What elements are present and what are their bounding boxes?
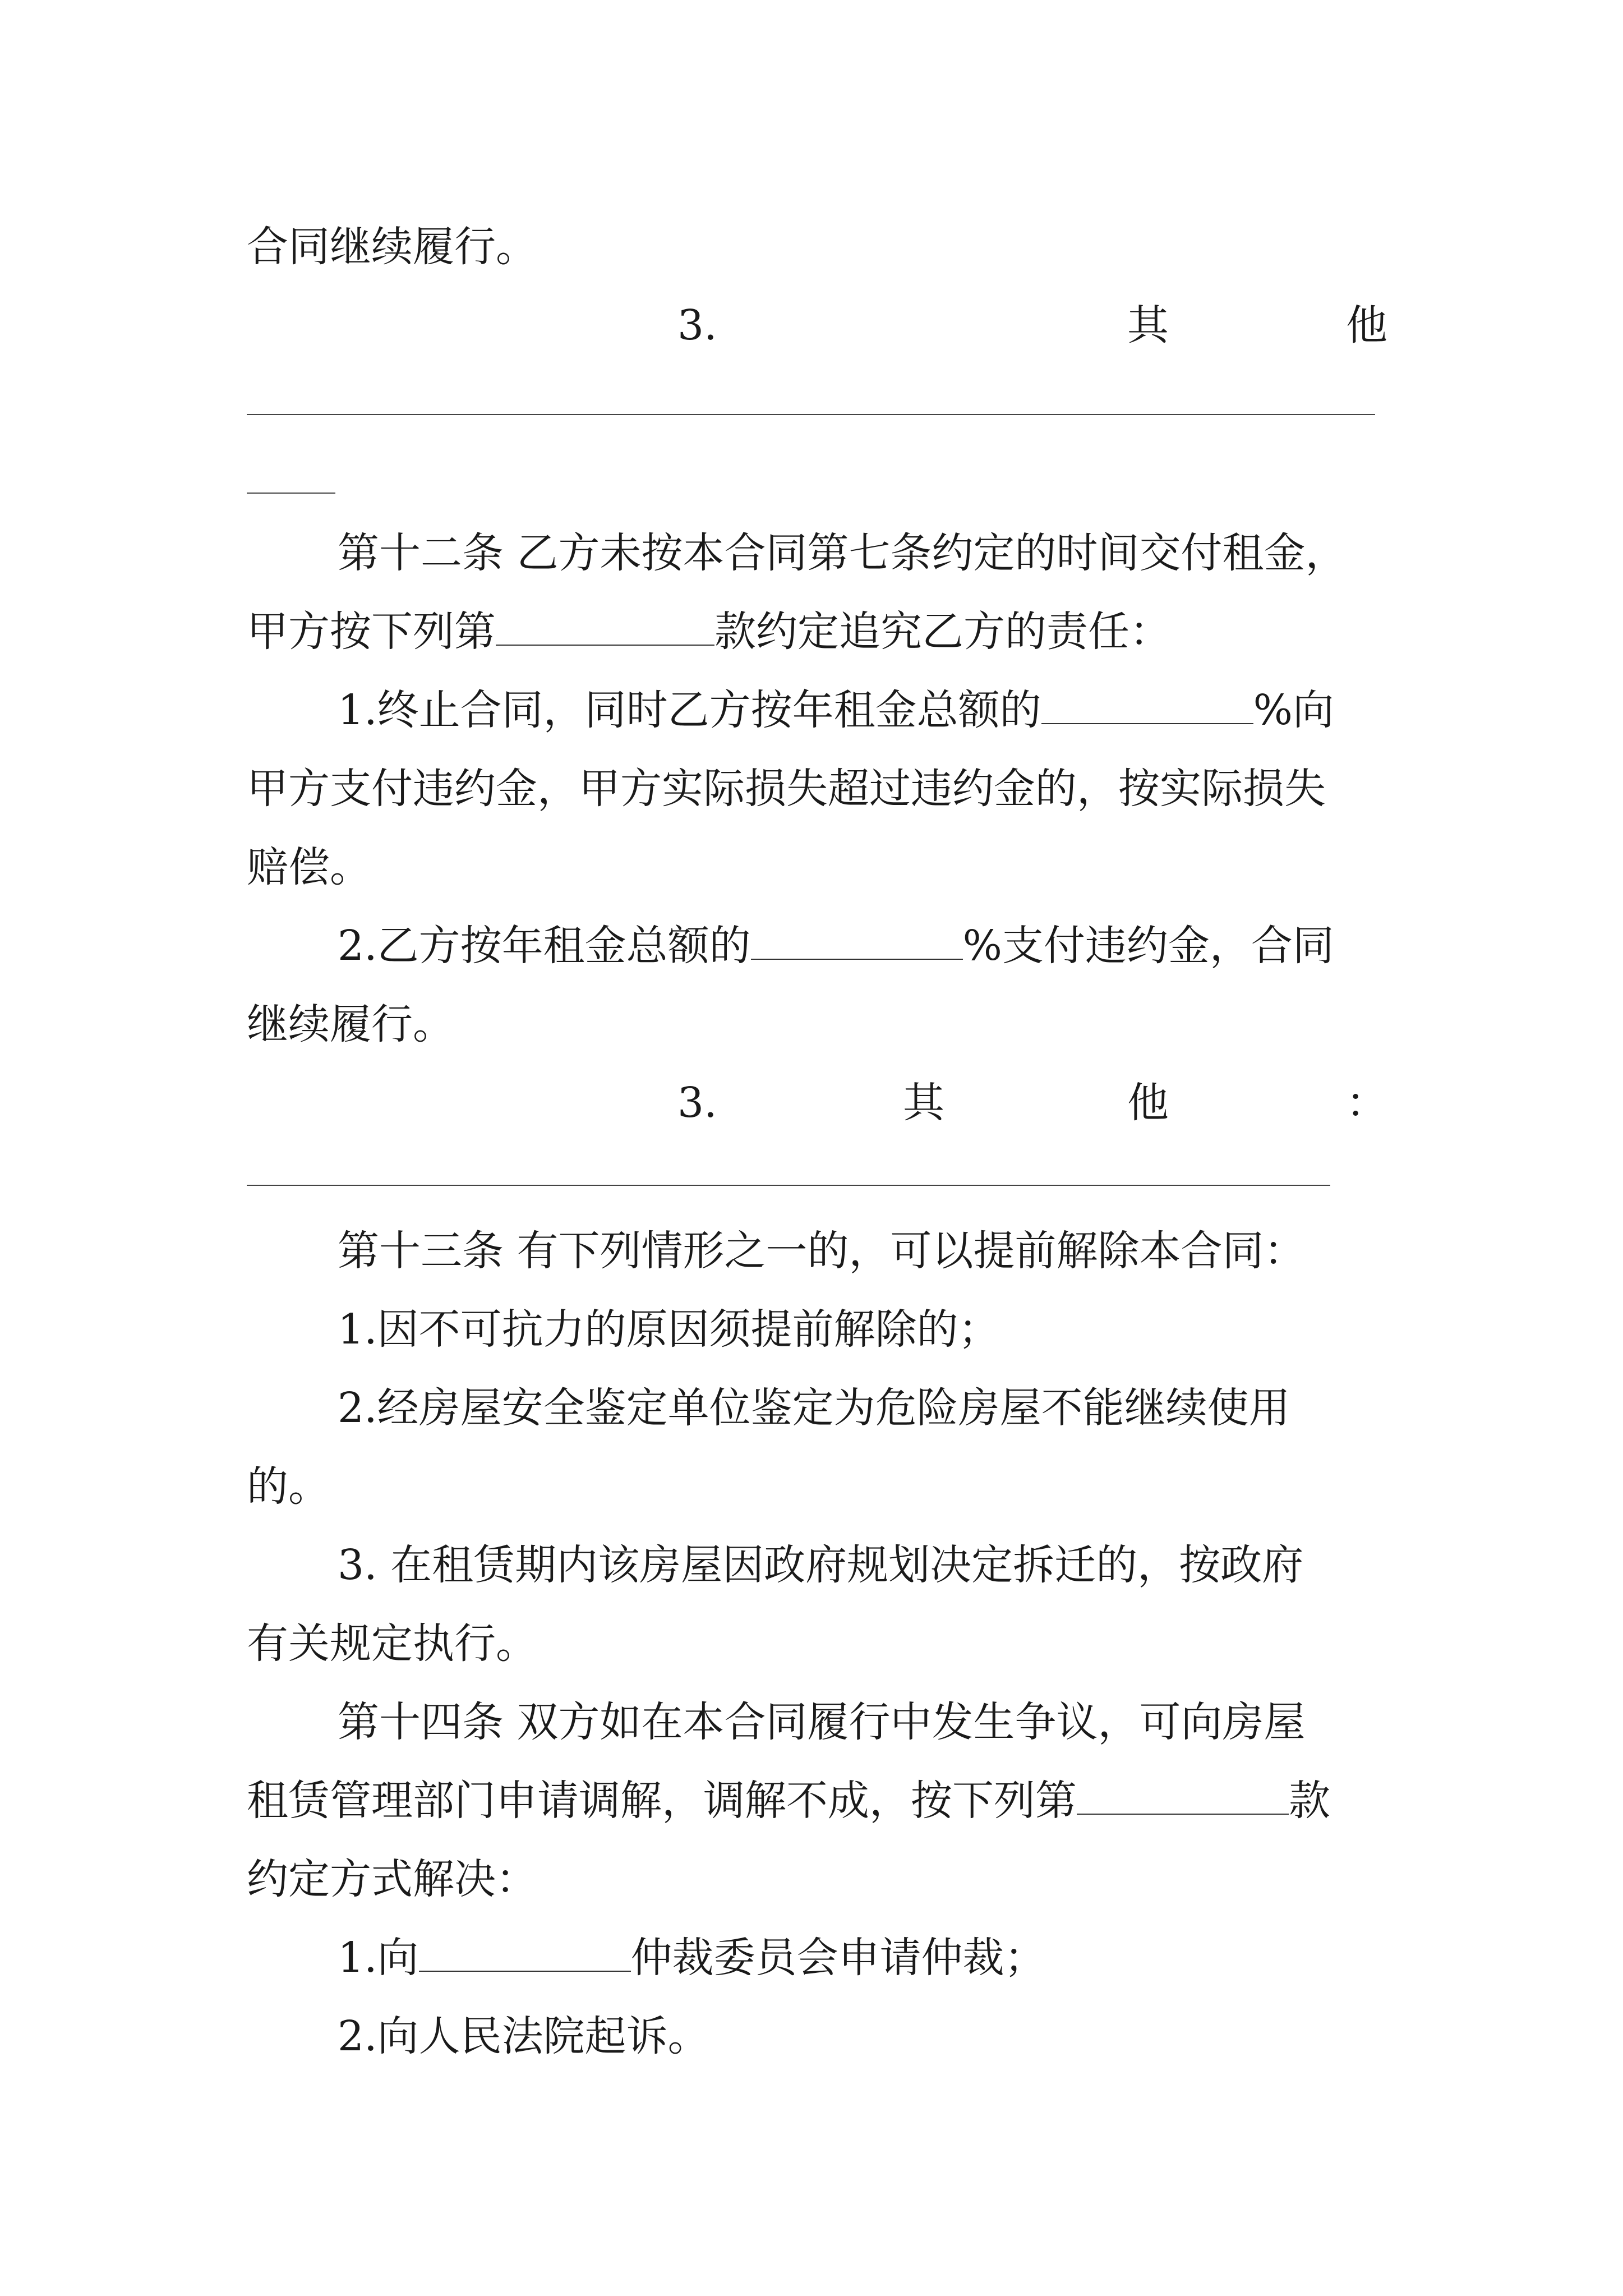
text-line: 甲方支付违约金，甲方实际损失超过违约金的，按实际损失 (247, 765, 1326, 813)
text-line: 的。 (247, 1462, 330, 1511)
text-line: 2.经房屋安全鉴定单位鉴定为危险房屋不能继续使用 (338, 1384, 1290, 1432)
text-line: 1.因不可抗力的原因须提前解除的； (338, 1305, 1000, 1354)
text-line: 1.向 仲裁委员会申请仲裁； (338, 1918, 1046, 1997)
item-label: 其 (1127, 301, 1169, 349)
article-12-heading: 第十二条 乙方未按本合同第七条约定的时间交付租金， (338, 529, 1347, 577)
text-line: 继续履行。 (247, 1000, 454, 1048)
item-number: 3. (677, 1079, 717, 1127)
text-line: 3. 在租赁期内该房屋因政府规划决定拆迁的，按政府 (338, 1541, 1304, 1589)
article-13-heading: 第十三条 有下列情形之一的，可以提前解除本合同： (338, 1227, 1306, 1275)
fill-in-blank (419, 1931, 631, 1972)
fill-in-blank (751, 919, 963, 960)
text-line: 2.向人民法院起诉。 (338, 2012, 709, 2060)
text-line: 1.终止合同，同时乙方按年租金总额的 %向 (338, 671, 1334, 749)
item-label: 其 (903, 1079, 944, 1127)
text-line: 有关规定执行。 (247, 1619, 537, 1668)
text-line: 2.乙方按年租金总额的 %支付违约金，合同 (338, 907, 1334, 985)
item-number: 3. (677, 301, 717, 349)
fill-in-line (247, 1185, 1330, 1186)
fill-in-line (247, 493, 335, 494)
item-label: 他 (1346, 301, 1387, 349)
item-label: ： (1346, 1079, 1387, 1127)
text-line: 租赁管理部门申请调解，调解不成，按下列第 款 (247, 1761, 1330, 1840)
fill-in-line (247, 414, 1375, 415)
text-line: 甲方按下列第 款约定追究乙方的责任： (247, 592, 1171, 671)
item-label: 他 (1127, 1079, 1169, 1127)
text-line: 赔偿。 (247, 843, 371, 891)
text-line: 约定方式解决： (247, 1855, 537, 1903)
fill-in-blank (1041, 684, 1253, 724)
article-14-heading: 第十四条 双方如在本合同履行中发生争议，可向房屋 (338, 1698, 1306, 1746)
fill-in-blank (1077, 1774, 1289, 1815)
fill-in-blank (496, 605, 714, 646)
text-line: 合同继续履行。 (247, 223, 537, 271)
